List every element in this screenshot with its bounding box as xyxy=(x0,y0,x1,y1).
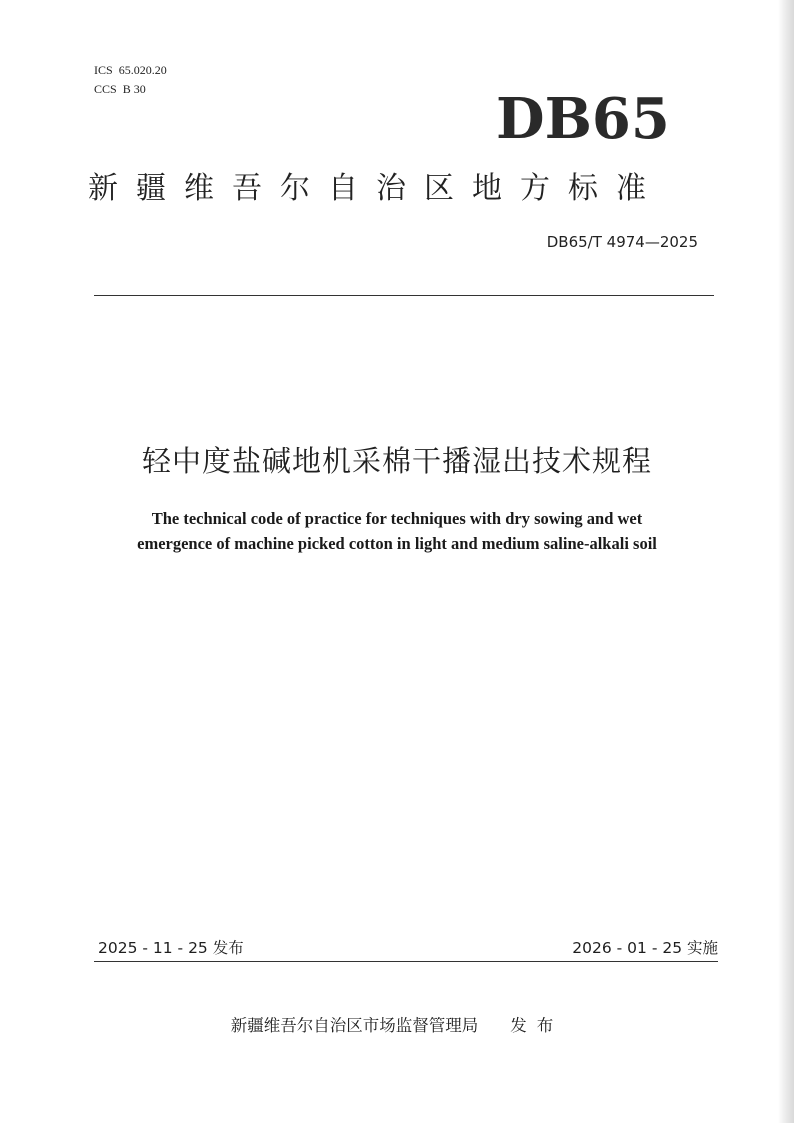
english-title xyxy=(0,506,794,556)
bottom-divider xyxy=(94,961,718,962)
implementation-date: 2026 - 01 - 25 实施 xyxy=(572,939,718,957)
publisher-action: 发布 xyxy=(510,1016,564,1035)
chinese-title: 轻中度盐碱地机采棉干播湿出技术规程 xyxy=(141,444,652,478)
top-divider xyxy=(94,295,714,296)
publisher-line xyxy=(0,1014,794,1038)
standard-number: DB65/T 4974—2025 xyxy=(546,233,698,251)
issue-date: 2025 - 11 - 25 发布 xyxy=(98,939,244,957)
standard-type-heading: 新疆维吾尔自治区地方标准 xyxy=(88,171,664,206)
ccs-row xyxy=(94,80,173,99)
db65-logo: DB65 xyxy=(496,86,670,152)
ccs-code: B 30 xyxy=(122,82,146,96)
ics-row xyxy=(94,61,173,80)
publisher-organization: 新疆维吾尔自治区市场监督管理局 xyxy=(230,1016,479,1035)
english-title-line-2: emergence of machine picked cotton in light and medium saline-alkali soil xyxy=(137,534,657,553)
ics-label: ICS xyxy=(94,63,113,77)
english-title-line-1: The technical code of practice for techniques with dry sowing and wet xyxy=(151,509,643,528)
scan-page-edge xyxy=(778,0,794,1123)
ccs-label: CCS xyxy=(94,82,117,96)
classification-codes xyxy=(94,61,173,99)
ics-code: 65.020.20 xyxy=(118,63,167,77)
